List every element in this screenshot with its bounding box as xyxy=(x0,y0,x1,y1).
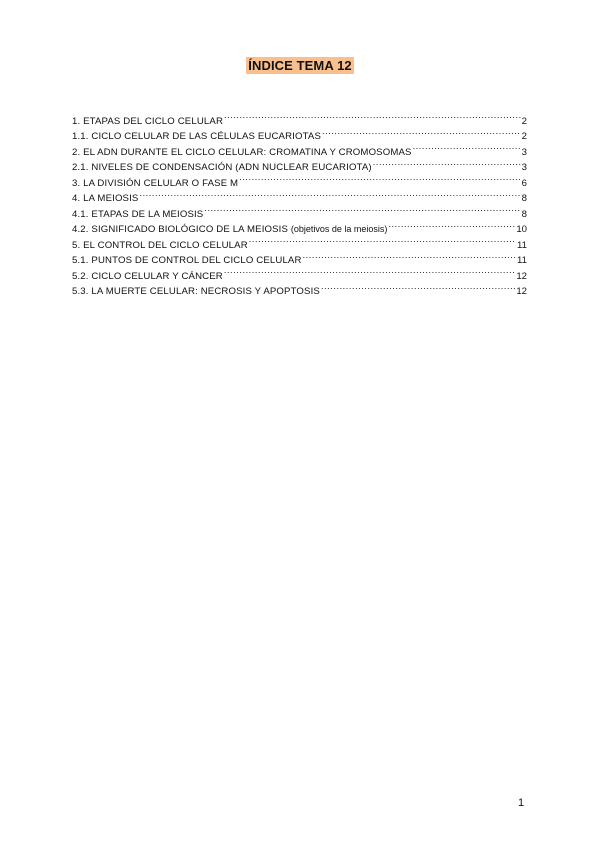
toc-dot-leader xyxy=(413,139,521,155)
toc-entry-page: 3 xyxy=(521,162,527,173)
toc-entry-page: 12 xyxy=(516,286,527,297)
toc-entry-page: 2 xyxy=(521,131,527,142)
toc-dot-leader xyxy=(322,124,521,140)
toc-entry-title xyxy=(72,191,138,207)
toc-dot-leader xyxy=(303,248,516,264)
toc-entry-label: 5.3. LA MUERTE CELULAR: NECROSIS Y APOPTOSIS xyxy=(72,286,320,297)
toc-entry-label: 5.1. PUNTOS DE CONTROL DEL CICLO CELULAR xyxy=(72,255,302,266)
title-container xyxy=(0,57,600,75)
toc-dot-leader xyxy=(321,279,515,295)
toc-entry-page: 11 xyxy=(517,239,527,251)
toc-entry-title xyxy=(72,114,223,130)
toc-dot-leader xyxy=(139,186,520,202)
toc-dot-leader xyxy=(388,217,515,233)
toc-entry-label: 4.1. ETAPAS DE LA MEIOSIS xyxy=(72,208,204,220)
toc-dot-leader xyxy=(204,201,520,217)
toc-entry-title xyxy=(72,129,321,145)
toc-entry-page: 8 xyxy=(521,193,527,204)
toc-entry-page: 11 xyxy=(517,255,527,266)
toc-entry-page: 8 xyxy=(521,208,527,220)
toc-entry-label: 5. EL CONTROL DEL CICLO CELULAR xyxy=(72,239,248,251)
toc-entry-label: 3. LA DIVISIÓN CELULAR O FASE M xyxy=(72,177,239,189)
toc-entry-title xyxy=(72,269,223,285)
toc-entry-page: 3 xyxy=(521,146,527,158)
toc-entry-page: 6 xyxy=(521,177,527,189)
toc-entry[interactable] xyxy=(72,186,527,202)
toc-entry-label: 4.2. SIGNIFICADO BIOLÓGICO DE LA MEIOSIS xyxy=(72,224,289,235)
toc-dot-leader xyxy=(239,170,520,186)
page-title: ÍNDICE TEMA 12 xyxy=(248,58,352,73)
toc-entry-page: 12 xyxy=(516,270,527,282)
toc-entry-title xyxy=(72,284,320,300)
table-of-contents xyxy=(72,108,527,297)
toc-dot-leader xyxy=(249,232,516,248)
toc-entry-title xyxy=(72,145,412,161)
toc-entry-title xyxy=(72,207,203,223)
toc-entry-label: 5.2. CICLO CELULAR Y CÁNCER xyxy=(72,270,223,282)
toc-dot-leader xyxy=(224,108,521,124)
toc-entry[interactable] xyxy=(72,201,527,220)
toc-entry-page: 2 xyxy=(521,115,527,127)
toc-entry[interactable] xyxy=(72,108,527,127)
toc-entry-label: 2. EL ADN DURANTE EL CICLO CELULAR: CROMATINA Y CROMOSOMAS xyxy=(72,146,412,158)
toc-dot-leader xyxy=(373,155,521,171)
toc-entry-page: 10 xyxy=(516,224,527,235)
toc-entry-label: 4. LA MEIOSIS xyxy=(72,193,139,204)
toc-dot-leader xyxy=(224,263,515,279)
page-number: 1 xyxy=(517,797,525,809)
toc-entry-label: 1.1. CICLO CELULAR DE LAS CÉLULAS EUCARIOTAS xyxy=(72,131,322,142)
toc-entry-label: 1. ETAPAS DEL CICLO CELULAR xyxy=(72,115,224,127)
toc-entry-label: 2.1. NIVELES DE CONDENSACIÓN (ADN NUCLEAR EUCARIOTA) xyxy=(72,162,372,173)
toc-entry-title xyxy=(72,238,248,254)
toc-entry-note: (objetivos de la meiosis) xyxy=(290,224,388,234)
